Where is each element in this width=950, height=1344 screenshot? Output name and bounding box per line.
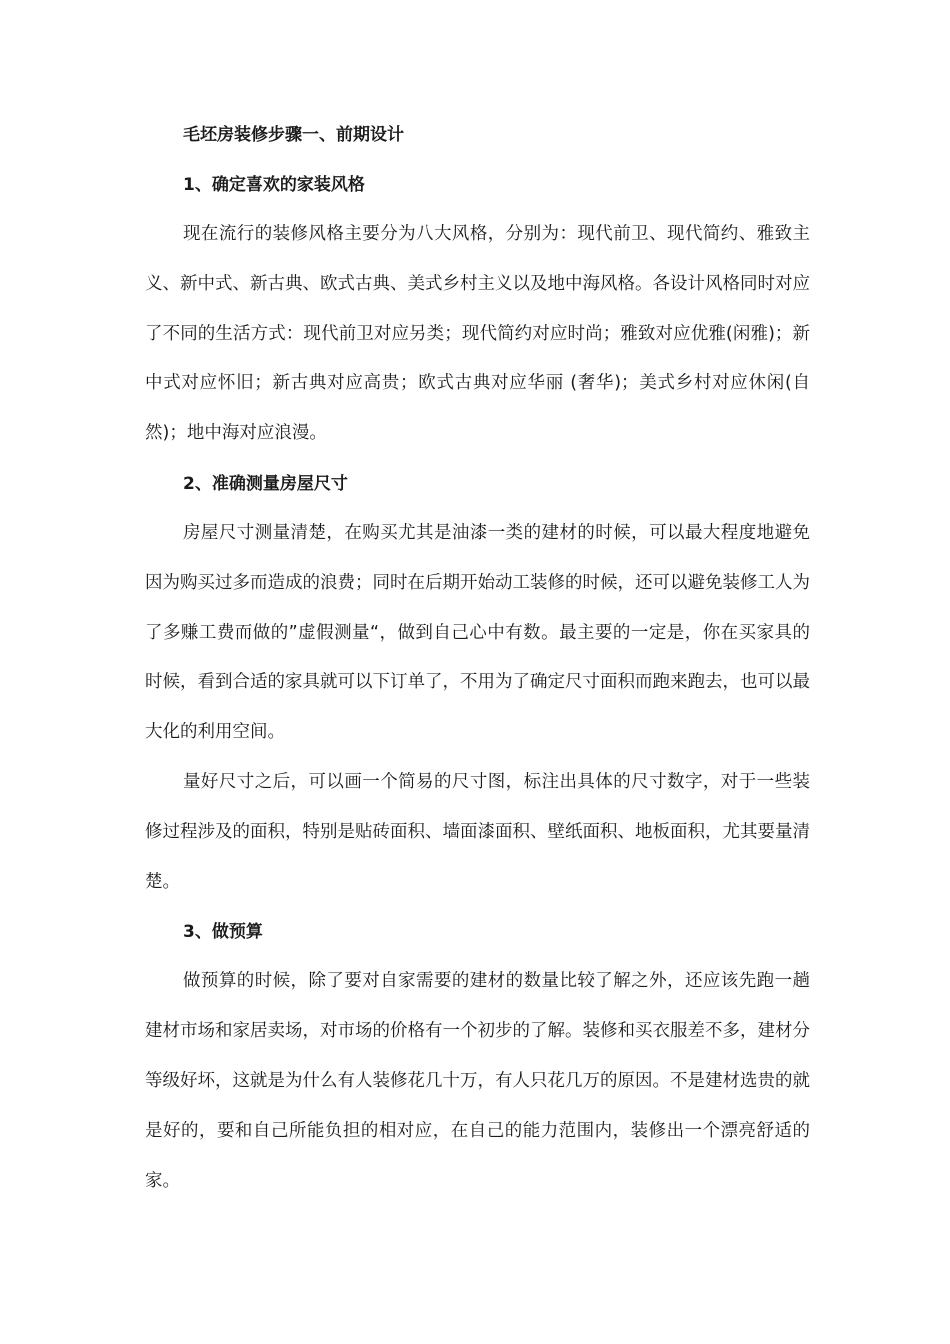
section-heading-style: 1、确定喜欢的家装风格 [183,175,365,195]
section-paragraph: 房屋尺寸测量清楚，在购买尤其是油漆一类的建材的时候，可以最大程度地避免因为购买过多而造成的浪费；同时在后期开始动工装修的时候，还可以避免装修工人为了多赚工费而做的”虚假测量“，做到自己心中有数。最主要的一定是，你在买家具的时候，看到合适的家具就可以下订单了，不用为了确定尺寸面积而跑来跑去，也可以最大化的利用空间。 [145,522,810,743]
document-title: 毛坯房装修步骤一、前期设计 [183,125,404,145]
section-paragraph: 量好尺寸之后，可以画一个简易的尺寸图，标注出具体的尺寸数字，对于一些装修过程涉及的面积，特别是贴砖面积、墙面漆面积、壁纸面积、地板面积，尤其要量清楚。 [145,771,810,892]
section-heading-budget: 3、做预算 [183,922,263,943]
section-heading-measure: 2、准确测量房屋尺寸 [183,473,348,494]
section-paragraph: 做预算的时候，除了要对自家需要的建材的数量比较了解之外，还应该先跑一趟建材市场和家居卖场，对市场的价格有一个初步的了解。装修和买衣服差不多，建材分等级好坏，这就是为什么有人装修花几十万，有人只花几万的原因。不是建材选贵的就是好的，要和自己所能负担的相对应，在自己的能力范围内，装修出一个漂亮舒适的家。 [145,971,810,1191]
document-body [145,120,810,1216]
section-paragraph: 现在流行的装修风格主要分为八大风格，分别为：现代前卫、现代简约、雅致主义、新中式、新古典、欧式古典、美式乡村主义以及地中海风格。各设计风格同时对应了不同的生活方式：现代前卫对应另类；现代简约对应时尚；雅致对应优雅(闲雅)；新中式对应怀旧；新古典对应高贵；欧式古典对应华丽 (奢华)；美式乡村对应休闲(自然)；地中海对应浪漫。 [145,224,810,444]
